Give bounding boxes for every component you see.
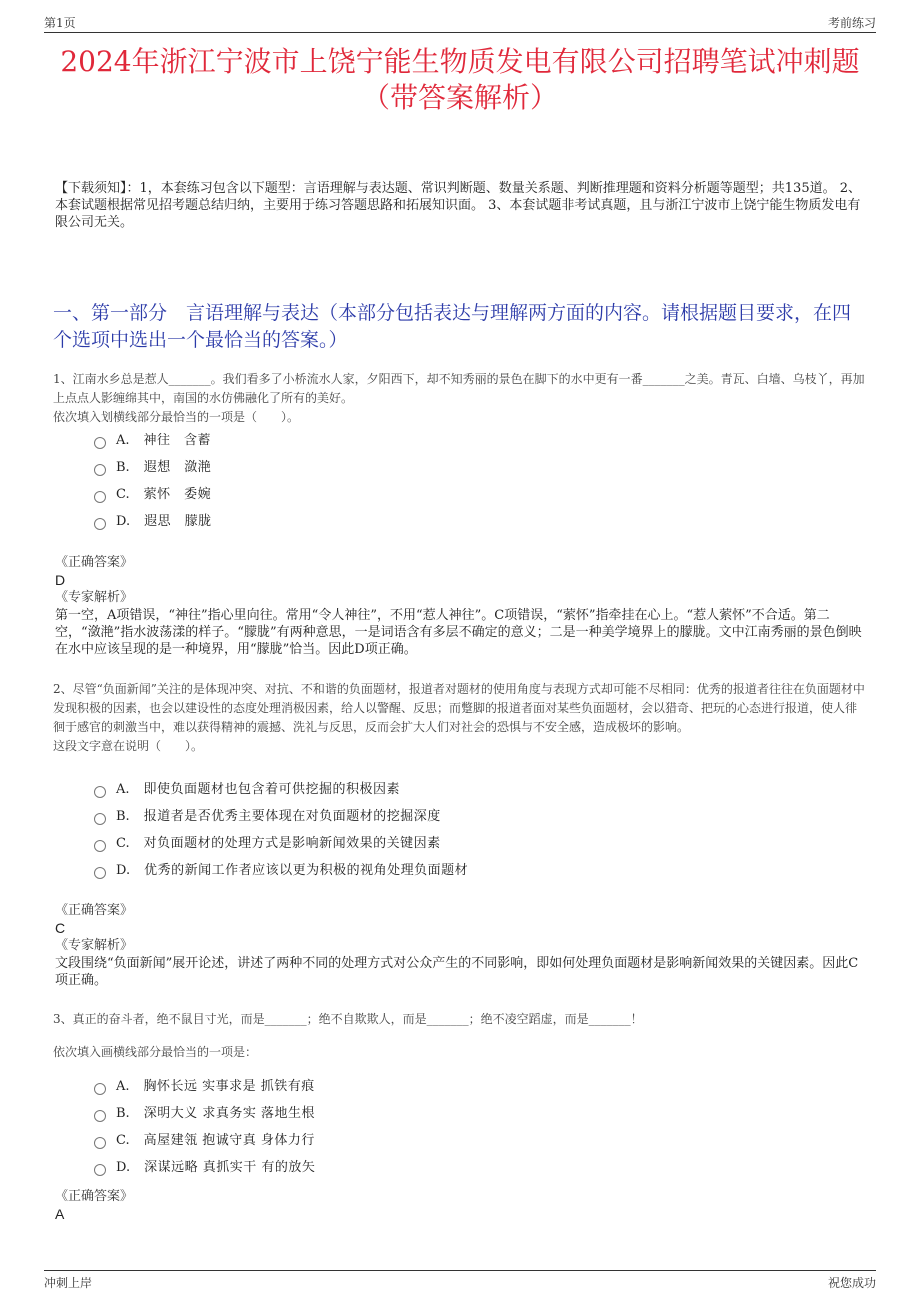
options-1 [94,427,212,535]
radio-icon[interactable] [94,464,106,476]
correct-answer: D [55,572,66,588]
page-number: 第1页 [44,16,76,30]
answer-block-3 [55,1188,865,1223]
correct-answer: C [55,920,66,936]
option-c[interactable]: C. 萦怀 委婉 [94,481,212,508]
download-notice: 【下载须知】：1，本套练习包含以下题型：言语理解与表达题、常识判断题、数量关系题、判断推理题和资料分析题等题型；共135道。 2、本套试题根据常见招考题总结归纳，主要用于练习答题思路和拓展知识面。 3、本套试题非考试真题，且与浙江宁波市上饶宁能生物质发电有限公司无关。 [55,181,861,230]
question-stem: 3、真正的奋斗者，绝不鼠目寸光，而是_______；绝不自欺欺人，而是_______；绝不凌空蹈虚，而是_______！ [53,1012,643,1026]
answer-block-1 [55,554,865,658]
radio-icon[interactable] [94,867,106,879]
answer-block-2 [55,902,865,989]
option-a[interactable]: A. 即使负面题材也包含着可供挖掘的积极因素 [94,776,468,803]
header-label: 考前练习 [827,16,876,30]
option-b[interactable]: B. 深明大义 求真务实 落地生根 [94,1100,315,1127]
option-c[interactable]: C. 高屋建瓴 抱诚守真 身体力行 [94,1127,315,1154]
option-a[interactable]: A. 胸怀长远 实事求是 抓铁有痕 [94,1073,315,1100]
question-2 [53,680,865,756]
question-prompt: 这段文字意在说明（ ）。 [53,739,204,753]
correct-answer-label: 《正确答案》 [55,555,134,570]
question-stem: 1、江南水乡总是惹人_______。我们看多了小桥流水人家，夕阳西下，却不知秀丽的景色在脚下的水中更有一番_______之美。青瓦、白墙、乌枝丫，再加上点点人影缠绵其中，南国的水仿佛融化了所有的美好。 [53,372,865,405]
correct-answer-label: 《正确答案》 [55,903,134,918]
question-prompt: 依次填入划横线部分最恰当的一项是（ ）。 [53,410,300,424]
option-a[interactable]: A. 神往 含蓄 [94,427,212,454]
option-c[interactable]: C. 对负面题材的处理方式是影响新闻效果的关键因素 [94,830,468,857]
radio-icon[interactable] [94,813,106,825]
radio-icon[interactable] [94,840,106,852]
option-b[interactable]: B. 报道者是否优秀主要体现在对负面题材的挖掘深度 [94,803,468,830]
radio-icon[interactable] [94,437,106,449]
correct-answer-label: 《正确答案》 [55,1189,134,1204]
page-header [44,12,876,33]
expert-analysis: 文段围绕“负面新闻”展开论述，讲述了两种不同的处理方式对公众产生的不同影响，即如何处理负面题材是影响新闻效果的关键因素。因此C项正确。 [55,956,859,988]
options-3 [94,1073,315,1181]
question-1 [53,370,865,427]
option-d[interactable]: D. 优秀的新闻工作者应该以更为积极的视角处理负面题材 [94,857,468,884]
section-heading: 一、第一部分 言语理解与表达（本部分包括表达与理解两方面的内容。请根据题目要求，在四个选项中选出一个最恰当的答案。） [53,302,852,351]
option-d[interactable]: D. 深谋远略 真抓实干 有的放矢 [94,1154,315,1181]
radio-icon[interactable] [94,1164,106,1176]
option-d[interactable]: D. 遐思 朦胧 [94,508,212,535]
expert-analysis-label: 《专家解析》 [55,938,134,953]
question-3 [53,1010,865,1062]
radio-icon[interactable] [94,491,106,503]
footer-right-text: 祝您成功 [827,1276,876,1290]
question-stem: 2、尽管“负面新闻”关注的是体现冲突、对抗、不和谐的负面题材，报道者对题材的使用角度与表现方式却可能不尽相同：优秀的报道者往往在负面题材中发现积极的因素，也会以建设性的态度处理消极因素，给人以警醒、反思；而蹩脚的报道者面对某些负面题材，会以猎奇、把玩的心态进行报道，使人徘徊于感官的刺激当中，难以获得精神的震撼、洗礼与反思，反而会扩大人们对社会的恐惧与不安全感，造成极坏的影响。 [53,682,865,734]
question-prompt: 依次填入画横线部分最恰当的一项是： [53,1045,258,1059]
radio-icon[interactable] [94,786,106,798]
radio-icon[interactable] [94,1110,106,1122]
radio-icon[interactable] [94,1137,106,1149]
radio-icon[interactable] [94,1083,106,1095]
option-b[interactable]: B. 遐想 潋滟 [94,454,212,481]
options-2 [94,776,468,884]
page-footer [44,1270,876,1291]
expert-analysis: 第一空，A项错误，“神往”指心里向往。常用“令人神往”，不用“惹人神往”。C项错误，“萦怀”指牵挂在心上。“惹人萦怀”不合适。第二空，“潋滟”指水波荡漾的样子。“朦胧”有两种意思，一是词语含有多层不确定的意义；二是一种美学境界上的朦胧。文中江南秀丽的景色倒映在水中应该呈现的是一种境界，用“朦胧”恰当。因此D项正确。 [55,608,862,657]
document-title: 2024年浙江宁波市上饶宁能生物质发电有限公司招聘笔试冲刺题（带答案解析） [60,45,860,114]
expert-analysis-label: 《专家解析》 [55,590,134,605]
footer-left-text: 冲刺上岸 [44,1276,93,1290]
radio-icon[interactable] [94,518,106,530]
correct-answer: A [55,1206,65,1222]
